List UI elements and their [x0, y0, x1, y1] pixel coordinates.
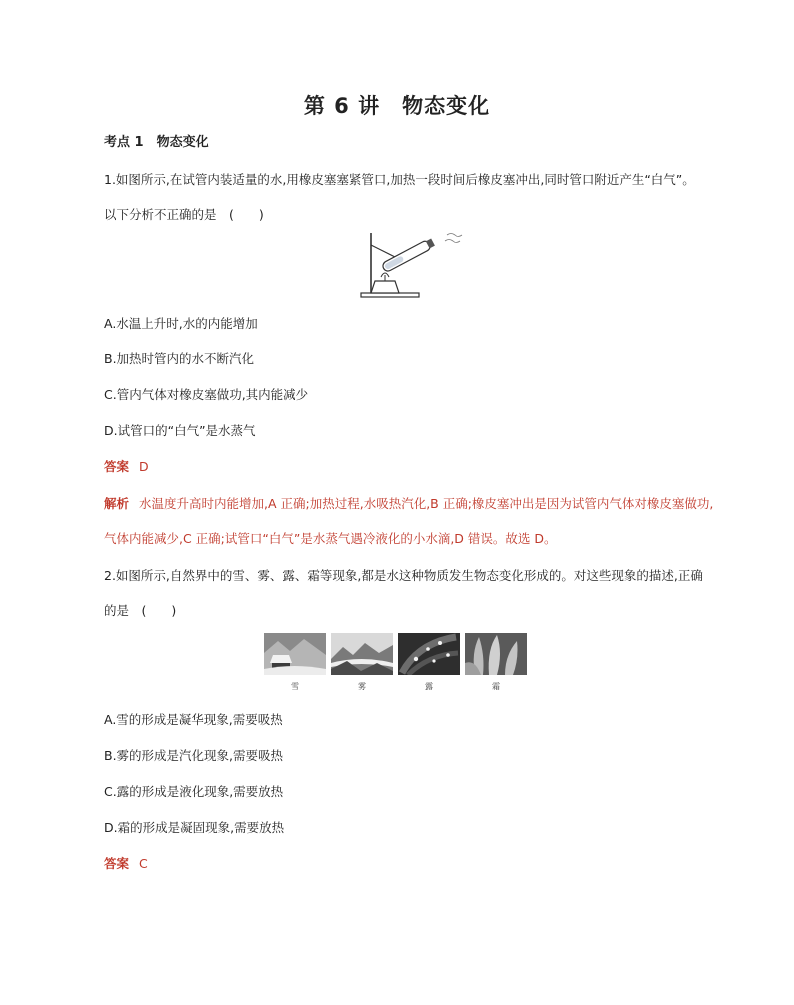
caption-dew: 露: [425, 682, 433, 691]
frost-photo: [465, 633, 527, 675]
q1-answer-label: 答案: [104, 459, 130, 474]
q2-option-c: C.露的形成是液化现象,需要放热: [104, 784, 284, 799]
q1-answer-value: D: [139, 459, 149, 474]
q1-stem-line1: 1.如图所示,在试管内装适量的水,用橡皮塞塞紧管口,加热一段时间后橡皮塞冲出,同时管口附近产生“白气”。: [104, 172, 695, 187]
q2-option-d: D.霜的形成是凝固现象,需要放热: [104, 820, 285, 835]
section-heading: 考点 1 物态变化: [104, 135, 209, 150]
q1-analysis-line1: [104, 494, 713, 512]
test-tube-apparatus-figure: [355, 225, 465, 301]
q2-stem-line2: 的是 ( ): [104, 603, 177, 618]
q1-analysis-label: 解析: [104, 496, 130, 511]
caption-fog: 雾: [358, 682, 366, 691]
fog-photo: [331, 633, 393, 675]
q2-option-a: A.雪的形成是凝华现象,需要吸热: [104, 712, 283, 727]
q1-stem-line2: 以下分析不正确的是 ( ): [104, 207, 264, 222]
q1-analysis-text1: 水温度升高时内能增加,A 正确;加热过程,水吸热汽化,B 正确;橡皮塞冲出是因为试管内气体对橡皮塞做功,: [139, 496, 714, 511]
caption-snow: 雪: [291, 682, 299, 691]
q2-answer-value: C: [139, 856, 148, 871]
page-title: 第 6 讲 物态变化: [303, 94, 491, 118]
snow-photo: [264, 633, 326, 675]
q2-stem-line1: 2.如图所示,自然界中的雪、雾、露、霜等现象,都是水这种物质发生物态变化形成的。对这些现象的描述,正确: [104, 568, 703, 583]
q1-analysis-line2: 气体内能减少,C 正确;试管口“白气”是水蒸气遇冷液化的小水滴,D 错误。故选 D。: [104, 531, 557, 546]
q2-answer-label: 答案: [104, 856, 130, 871]
q1-option-c: C.管内气体对橡皮塞做功,其内能减少: [104, 387, 309, 402]
q1-option-a: A.水温上升时,水的内能增加: [104, 316, 258, 331]
q1-option-d: D.试管口的“白气”是水蒸气: [104, 423, 256, 438]
q1-answer: [104, 457, 149, 475]
q2-answer: [104, 854, 148, 872]
weather-photos-figure: [264, 633, 528, 693]
q1-option-b: B.加热时管内的水不断汽化: [104, 351, 255, 366]
q2-option-b: B.雾的形成是汽化现象,需要吸热: [104, 748, 284, 763]
dew-photo: [398, 633, 460, 675]
caption-frost: 霜: [492, 682, 500, 691]
